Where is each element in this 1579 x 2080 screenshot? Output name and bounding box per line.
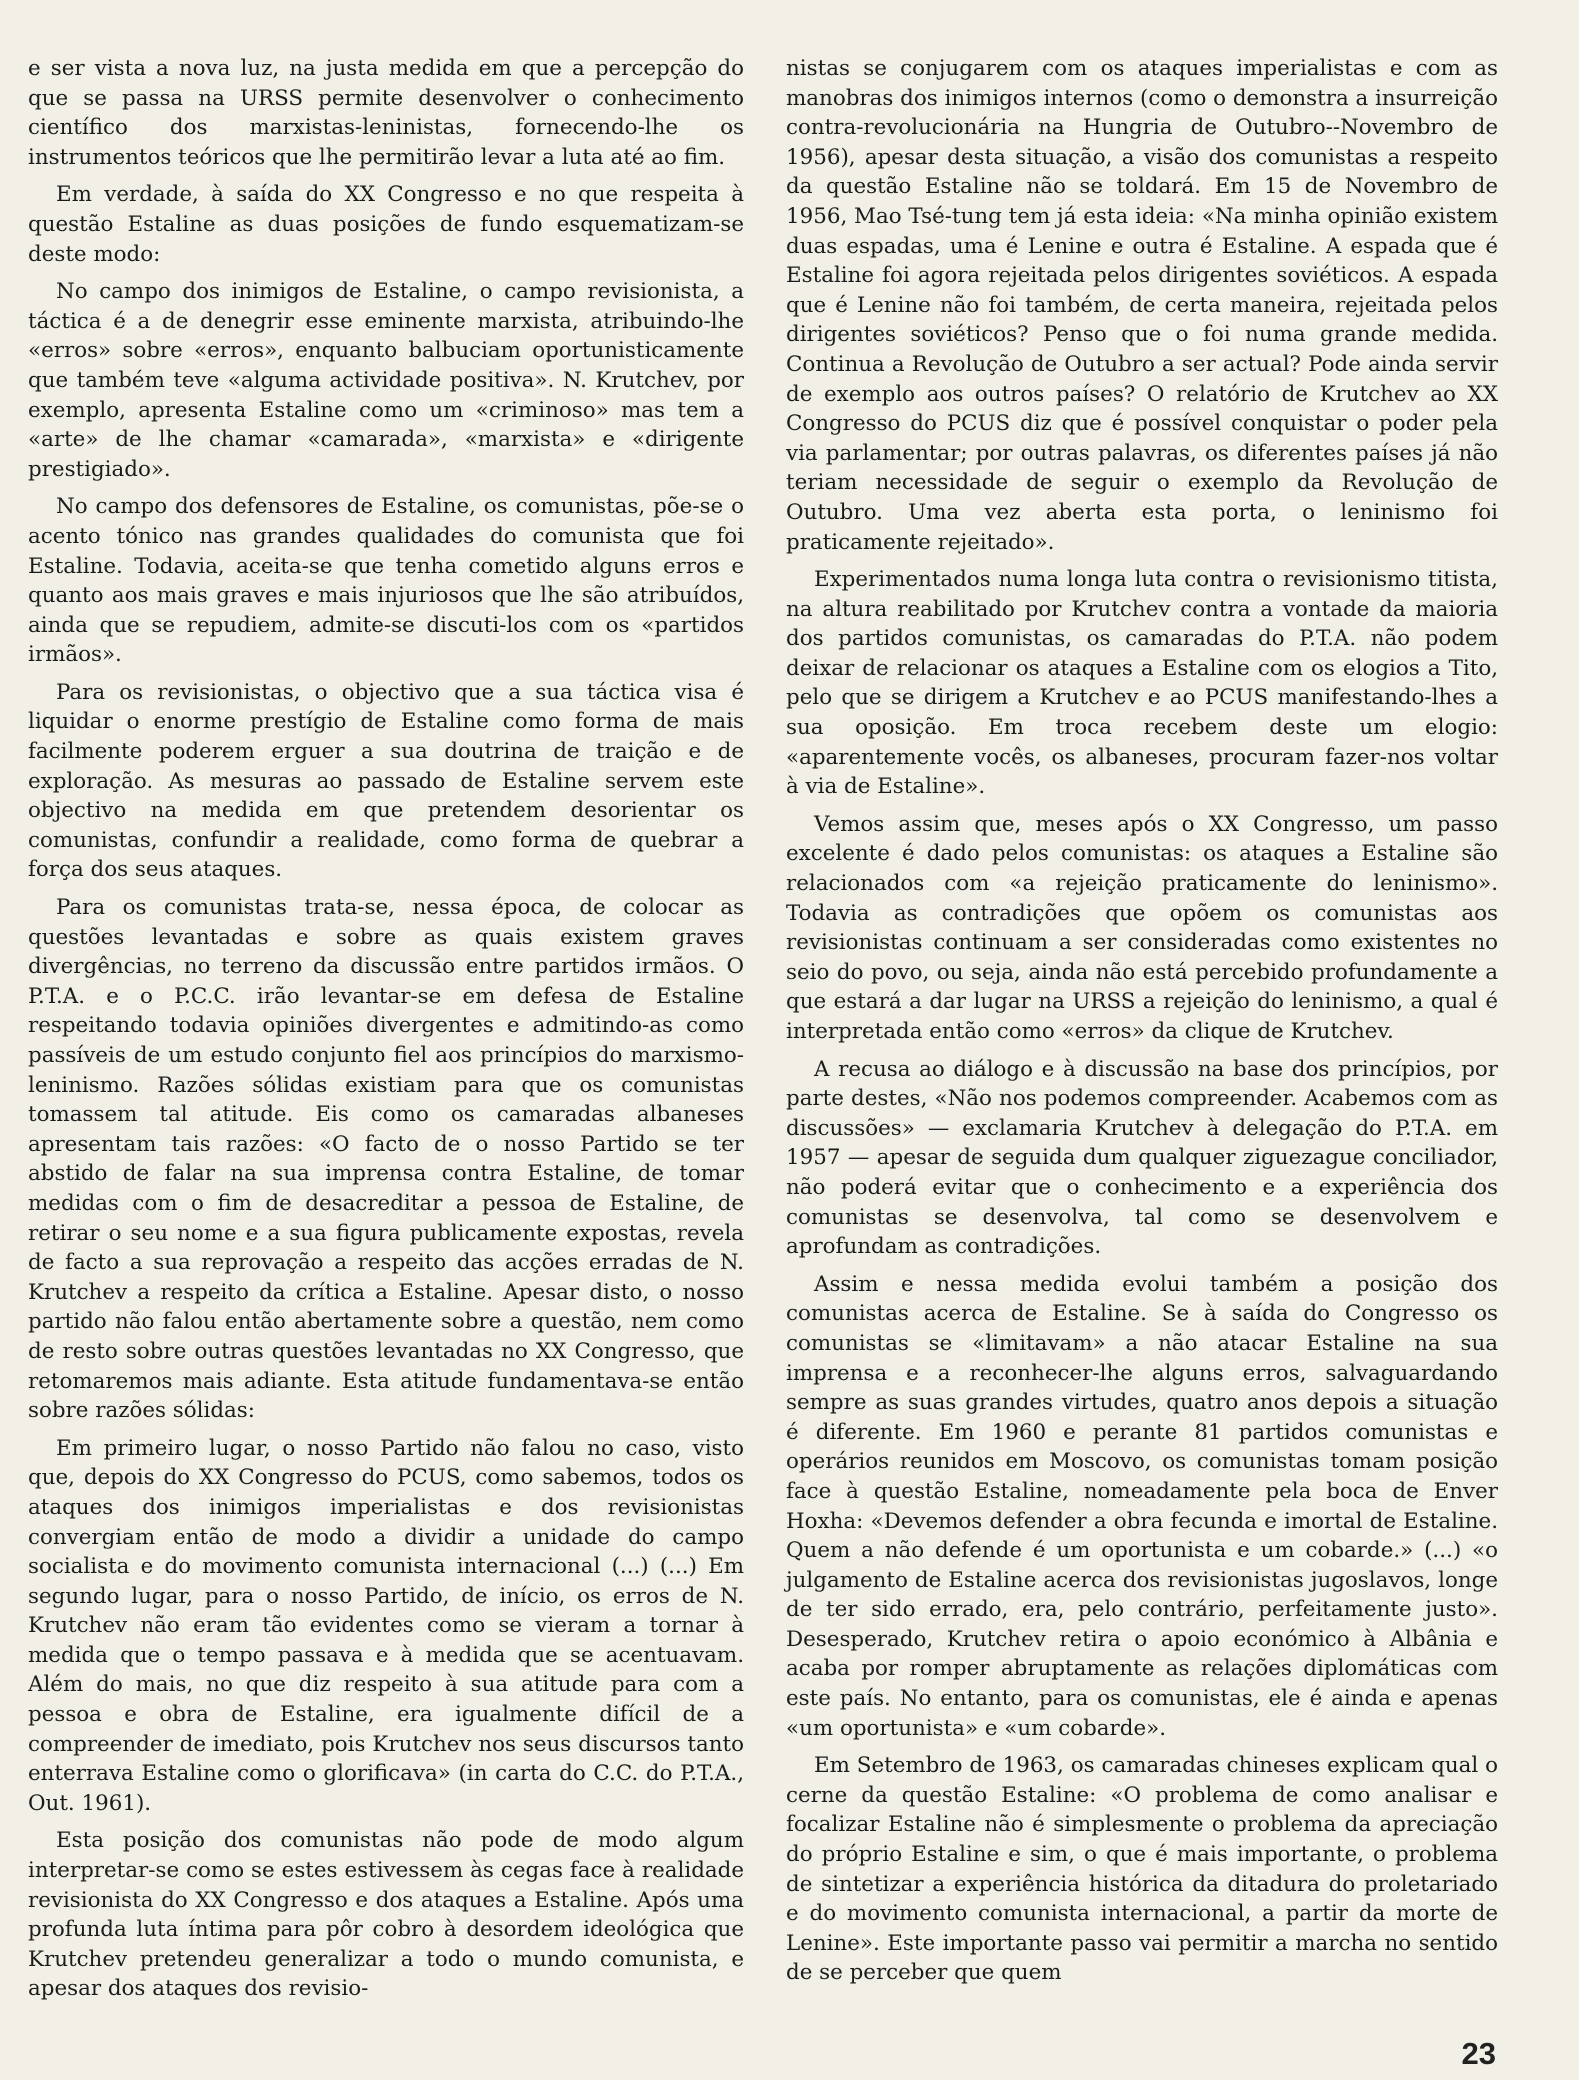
paragraph: e ser vista a nova luz, na justa medida em que a percepção do que se passa na URSS permite desenvolver o conhecimento científico dos marxistas-leninistas, fornecendo-lhe os instrumentos teóricos que lhe permitirão levar a luta até ao fim. — [28, 56, 744, 170]
paragraph: No campo dos defensores de Estaline, os comunistas, põe-se o acento tónico nas grandes qualidades do comunista que foi Estaline. Todavia, aceita-se que tenha cometido alguns erros e quanto aos mais graves e mais injuriosos que lhe são atribuídos, ainda que se repudiem, admite-se discuti-los com os «partidos irmãos». — [28, 494, 744, 668]
paragraph: Em primeiro lugar, o nosso Partido não falou no caso, visto que, depois do XX Congresso do PCUS, como sabemos, todos os ataques dos inimigos imperialistas e dos revisionistas convergiam então de modo a dividir a unidade do campo socialista e do movimento comunista internacional (...) (...) Em segundo lugar, para o nosso Partido, de início, os erros de N. Krutchev não eram tão evidentes como se vieram a tornar à medida que o tempo passava e à medida que se acentuavam. Além do mais, no que diz respeito à sua atitude para com a pessoa e obra de Estaline, era igualmente difícil de a compreender de imediato, pois Krutchev nos seus discursos tanto enterrava Estaline como o glorificava» (in carta do C.C. do P.T.A., Out. 1961). — [28, 1435, 744, 1816]
paragraph: Experimentados numa longa luta contra o revisionismo titista, na altura reabilitado por Krutchev contra a vontade da maioria dos partidos comunistas, os camaradas do P.T.A. não podem deixar de relacionar os ataques a Estaline com os elogios a Tito, pelo que se dirigem a Krutchev e ao PCUS manifestando-lhes a sua oposição. Em troca recebem deste um elogio: «aparentemente vocês, os albaneses, procuram fazer-nos voltar à via de Estaline». — [786, 567, 1498, 800]
page-number: 23 — [1461, 2036, 1496, 2071]
paragraph: Esta posição dos comunistas não pode de modo algum interpretar-se como se estes estivessem às cegas face à realidade revisionista do XX Congresso e dos ataques a Estaline. Após uma profunda luta íntima para pôr cobro à desordem ideológica que Krutchev pretendeu generalizar a todo o mundo comunista, e apesar dos ataques dos revisio- — [28, 1828, 744, 2002]
paragraph: Em verdade, à saída do XX Congresso e no que respeita à questão Estaline as duas posições de fundo esquematizam-se deste modo: — [28, 182, 744, 267]
right-text-column — [786, 54, 1498, 1996]
paragraph: A recusa ao diálogo e à discussão na base dos princípios, por parte destes, «Não nos podemos compreender. Acabemos com as discussões» — exclamaria Krutchev à delegação do P.T.A. em 1957 — apesar de seguida dum qualquer ziguezague conciliador, não poderá evitar que o conhecimento e a experiência dos comunistas se desenvolva, tal como se desenvolvem e aprofundam as contradições. — [786, 1056, 1498, 1260]
paragraph: Para os comunistas trata-se, nessa época, de colocar as questões levantadas e sobre as quais existem graves divergências, no terreno da discussão entre partidos irmãos. O P.T.A. e o P.C.C. irão levantar-se em defesa de Estaline respeitando todavia opiniões divergentes e admitindo-as como passíveis de um estudo conjunto fiel aos princípios do marxismo-leninismo. Razões sólidas existiam para que os comunistas tomassem tal atitude. Eis como os camaradas albaneses apresentam tais razões: «O facto de o nosso Partido se ter abstido de falar na sua imprensa contra Estaline, de tomar medidas com o fim de desacreditar a pessoa de Estaline, de retirar o seu nome e a sua figura publicamente expostas, revela de facto a sua reprovação a respeito das acções erradas de N. Krutchev a respeito da crítica a Estaline. Apesar disto, o nosso partido não falou então abertamente sobre a questão, nem como de resto sobre outras questões levantadas no XX Congresso, que retomaremos mais adiante. Esta atitude fundamentava-se então sobre razões sólidas: — [28, 895, 744, 1424]
left-text-column — [28, 54, 744, 2012]
paragraph: No campo dos inimigos de Estaline, o campo revisionista, a táctica é a de denegrir esse eminente marxista, atribuindo-lhe «erros» sobre «erros», enquanto balbuciam oportunisticamente que também teve «alguma actividade positiva». N. Krutchev, por exemplo, apresenta Estaline como um «criminoso» mas tem a «arte» de lhe chamar «camarada», «marxista» e «dirigente prestigiado». — [28, 279, 744, 482]
paragraph: Em Setembro de 1963, os camaradas chineses explicam qual o cerne da questão Estaline: «O problema de como analisar e focalizar Estaline não é simplesmente o problema da apreciação do próprio Estaline e sim, o que é mais importante, o problema de sintetizar a experiência histórica da ditadura do proletariado e do movimento comunista internacional, a partir da morte de Lenine». Este importante passo vai permitir a marcha no sentido de se perceber que quem — [786, 1753, 1498, 1986]
paragraph: Vemos assim que, meses após o XX Congresso, um passo excelente é dado pelos comunistas: os ataques a Estaline são relacionados com «a rejeição praticamente do leninismo». Todavia as contradições que opõem os comunistas aos revisionistas continuam a ser consideradas como existentes no seio do povo, ou seja, ainda não está percebido profundamente a que estará a dar lugar na URSS a rejeição do leninismo, a qual é interpretada então como «erros» da clique de Krutchev. — [786, 811, 1498, 1044]
paragraph: Assim e nessa medida evolui também a posição dos comunistas acerca de Estaline. Se à saída do Congresso os comunistas se «limitavam» a não atacar Estaline na sua imprensa e a reconhecer-lhe alguns erros, salvaguardando sempre as suas grandes virtudes, quatro anos depois a situação é diferente. Em 1960 e perante 81 partidos comunistas e operários reunidos em Moscovo, os comunistas tomam posição face à questão Estaline, nomeadamente pela boca de Enver Hoxha: «Devemos defender a obra fecunda e imortal de Estaline. Quem a não defende é um oportunista e um cobarde.» (...) «o julgamento de Estaline acerca dos revisionistas jugoslavos, longe de ter sido errado, era, pelo contrário, perfeitamente justo». Desesperado, Krutchev retira o apoio económico à Albânia e acaba por romper abruptamente as relações diplomáticas com este país. No entanto, para os comunistas, ele é ainda e apenas «um oportunista» e «um cobarde». — [786, 1271, 1498, 1741]
paragraph: Para os revisionistas, o objectivo que a sua táctica visa é liquidar o enorme prestígio de Estaline como forma de mais facilmente poderem erguer a sua doutrina de traição e de exploração. As mesuras ao passado de Estaline servem este objectivo na medida em que pretendem desorientar os comunistas, confundir a realidade, como forma de quebrar a força dos seus ataques. — [28, 679, 744, 883]
paragraph: nistas se conjugarem com os ataques imperialistas e com as manobras dos inimigos internos (como o demonstra a insurreição contra-revolucionária na Hungria de Outubro--Novembro de 1956), apesar desta situação, a visão dos comunistas a respeito da questão Estaline não se toldará. Em 15 de Novembro de 1956, Mao Tsé-tung tem já esta ideia: «Na minha opinião existem duas espadas, uma é Lenine e outra é Estaline. A espada que é Estaline foi agora rejeitada pelos dirigentes soviéticos. A espada que é Lenine não foi também, de certa maneira, rejeitada pelos dirigentes soviéticos? Penso que o foi numa grande medida. Continua a Revolução de Outubro a ser actual? Pode ainda servir de exemplo aos outros países? O relatório de Krutchev ao XX Congresso do PCUS diz que é possível conquistar o poder pela via parlamentar; por outras palavras, os diferentes países já não teriam necessidade de seguir o exemplo da Revolução de Outubro. Uma vez aberta esta porta, o leninismo foi praticamente rejeitado». — [786, 56, 1498, 555]
